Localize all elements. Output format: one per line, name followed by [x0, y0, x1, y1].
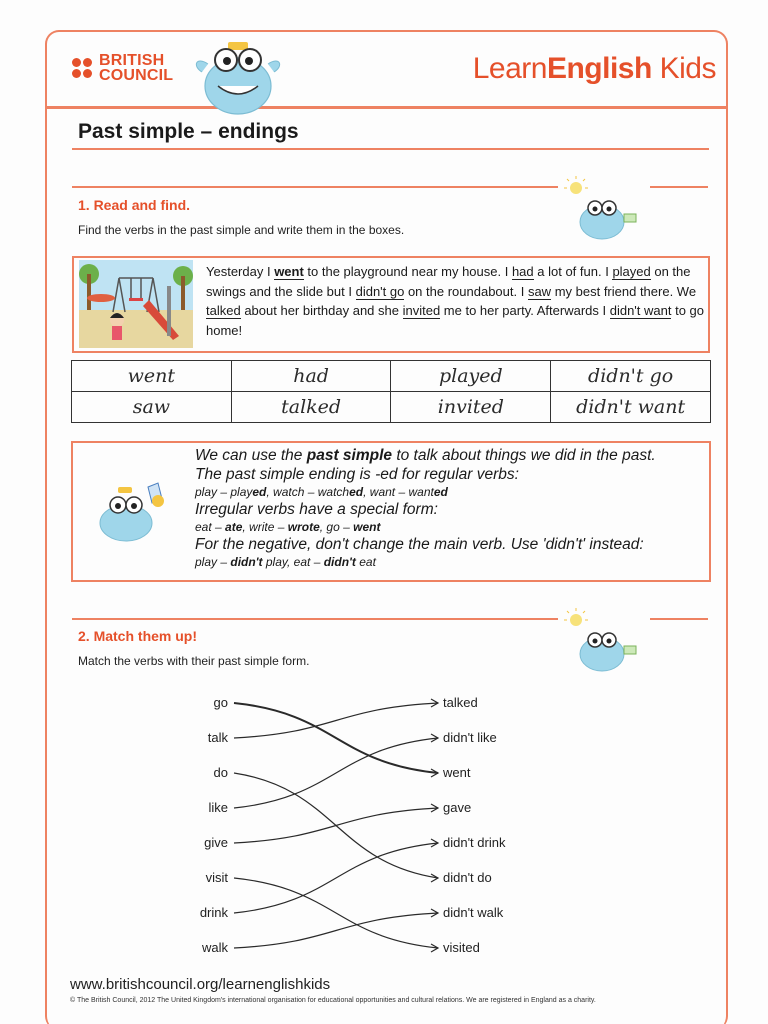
match-line [234, 843, 438, 913]
match-right-word[interactable]: visited [443, 940, 480, 955]
verb-talked: talked [206, 303, 241, 318]
match-left-word[interactable]: talk [207, 730, 228, 745]
match-left-word[interactable]: give [204, 835, 228, 850]
match-line [234, 738, 438, 808]
match-right-word[interactable]: didn't like [443, 730, 497, 745]
verb-invited: invited [402, 303, 441, 318]
footer-url[interactable]: www.britishcouncil.org/learnenglishkids [70, 976, 331, 993]
match-right-word[interactable]: talked [443, 695, 478, 710]
answer-cell[interactable]: didn't want [551, 392, 711, 423]
section1-title: 1. Read and find. [78, 197, 191, 213]
grammar-example-negative: play – didn't play, eat – didn't eat [195, 555, 376, 569]
section2-instruction: Match the verbs with their past simple form. [78, 654, 310, 668]
section1-instruction: Find the verbs in the past simple and write them in the boxes. [78, 223, 405, 237]
answer-cell[interactable]: didn't go [551, 361, 711, 392]
grammar-example-irregular: eat – ate, write – wrote, go – went [195, 520, 381, 534]
grammar-line-4: Irregular verbs have a special form: [195, 501, 438, 518]
verb-had: had [511, 264, 534, 279]
match-right-word[interactable]: didn't walk [443, 905, 504, 920]
page-title: Past simple – endings [78, 120, 299, 143]
answer-cell[interactable]: played [391, 361, 551, 392]
footer-legal: © The British Council, 2012 The United Kingdom's international organisation for educational opportunities and cultural relations. We are registered in England as a charity. [70, 997, 596, 1004]
section2-title: 2. Match them up! [78, 628, 198, 644]
grammar-example-regular: play – played, watch – watched, want – wanted [195, 485, 448, 499]
match-line [234, 703, 438, 773]
verb-played: played [612, 264, 651, 279]
answer-cell[interactable]: saw [72, 392, 232, 423]
verb-didnt-want: didn't want [609, 303, 672, 318]
answer-cell[interactable]: went [72, 361, 232, 392]
match-right-word[interactable]: didn't do [443, 870, 492, 885]
verb-saw: saw [527, 283, 552, 299]
match-line [234, 808, 438, 843]
grammar-line-1: We can use the past simple to talk about things we did in the past. [195, 447, 656, 464]
answer-cell[interactable]: invited [391, 392, 551, 423]
match-left-word[interactable]: do [213, 765, 228, 780]
verb-didnt-go: didn't go [355, 283, 405, 299]
grammar-line-6: For the negative, don't change the main verb. Use 'didn't' instead: [195, 536, 644, 553]
verb-went: went [274, 264, 304, 279]
match-left-word[interactable]: drink [199, 905, 228, 920]
answer-cell[interactable]: talked [231, 392, 391, 423]
match-right-word[interactable]: didn't drink [443, 835, 506, 850]
logo-line-1: BRITISH [99, 52, 165, 69]
grammar-line-2: The past simple ending is -ed for regular verbs: [195, 466, 519, 483]
match-right-word[interactable]: went [443, 765, 471, 780]
answer-cell[interactable]: had [231, 361, 391, 392]
match-left-word[interactable]: like [208, 800, 228, 815]
match-right-word[interactable]: gave [443, 800, 472, 815]
learnenglish-kids-logo: LearnEnglish Kids [472, 52, 716, 85]
match-left-word[interactable]: go [213, 695, 228, 710]
match-left-word[interactable]: visit [205, 870, 228, 885]
story-paragraph: Yesterday I went to the playground near my house. I had a lot of fun. I played on the swings and the slide but I didn't go on the roundabout. I saw my best friend there. We talked about her birthday and she invited me to her party. Afterwards I didn't want to go home! [206, 264, 704, 338]
logo-line-2: COUNCIL [99, 67, 174, 84]
match-left-word[interactable]: walk [201, 940, 228, 955]
match-line [234, 878, 438, 948]
